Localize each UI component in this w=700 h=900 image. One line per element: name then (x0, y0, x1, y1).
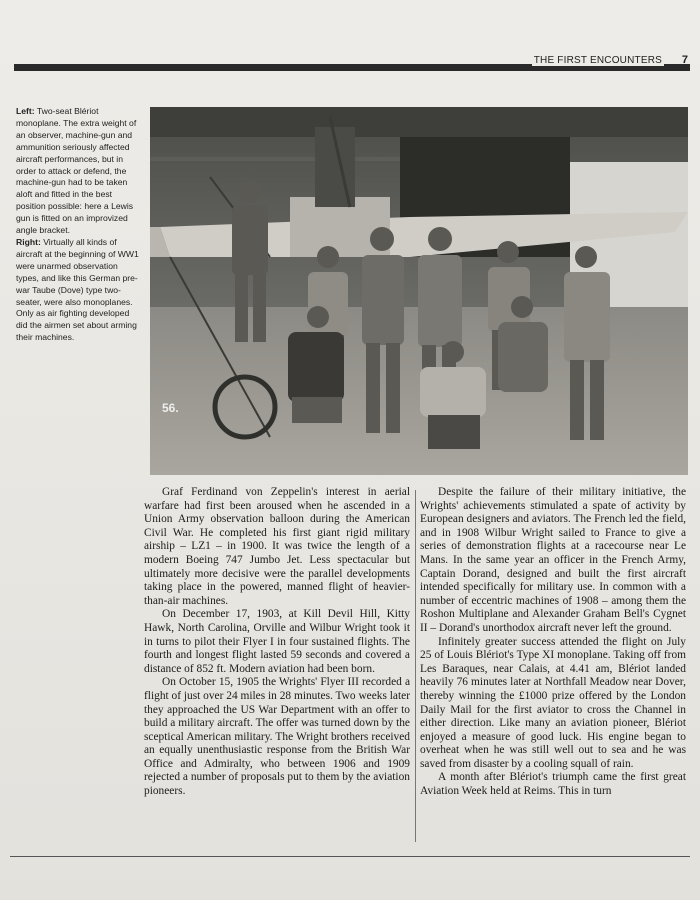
article-right-column (420, 486, 686, 799)
photo-illustration (150, 107, 688, 475)
paragraph: On December 17, 1903, at Kill Devil Hill, Kitty Hawk, North Carolina, Orville and Wilbur Wright took it in turns to pilot their Flyer I in four sustained flights. The fourth and longest flight lasted 59 seconds and covered a distance of 852 ft. Modern aviation had been born. (144, 608, 410, 675)
footer-rule (10, 856, 690, 857)
caption-right-text: Virtually all kinds of aircraft at the beginning of WW1 were unarmed observation types, and like this German pre-war Taube (Dove) type two-seater, were also monoplanes. Only as air fighting developed did the airmen set about arming their machines. (16, 236, 139, 343)
caption-left-label: Left: (16, 106, 35, 116)
caption-left-text: Two-seat Blériot monoplane. The extra weight of an observer, machine-gun and ammunition seriously affected aircraft performances, but in order to attack or defend, the machine-gun had to be taken aloft and fitted in the best position possible: here a Lewis gun is fitted on an improvized angle bracket. (16, 106, 137, 236)
paragraph: On October 15, 1905 the Wrights' Flyer III recorded a flight of just over 24 miles in 28 minutes. Two weeks later they approached the US War Department with an offer to build a military aircraft. The offer was turned down by the sceptical American military. The Wright brothers received an equally unenthusiastic response from the British War Office and Admiralty, who between 1906 and 1909 rejected a number of proposals put to them by the aviation pioneers. (144, 676, 410, 798)
paragraph: Infinitely greater success attended the flight on July 25 of Louis Blériot's Type XI monoplane. Taking off from Les Baraques, near Calais, at 4.41 am, Blériot landed heavily 76 minutes later at Northfall Meadow near Dover, thereby winning the £1000 prize offered by the London Daily Mail for the first aviator to cross the Channel in either direction. Like many an aviation pioneer, Blériot enjoyed a measure of good luck. His engine began to overheat when he was still well out to sea and he was saved from disaster by a cooling squall of rain. (420, 635, 686, 770)
photo-caption (16, 106, 140, 344)
photo-negative-number: 56. (162, 401, 179, 415)
paragraph: Despite the failure of their military initiative, the Wrights' achievements stimulated a spate of activity by European designers and aviators. The French led the field, and in 1908 Wilbur Wright sailed to France to give a series of demonstration flights at a racecourse near Le Mans. In the same year an officer in the French Army, Captain Dorand, designed and built the first aircraft intended specifically for military use. In common with a number of eccentric machines of 1908 – among them the Roshon Multiplane and Alexander Graham Bell's Cygnet II – Dorand's unorthodox aircraft never left the ground. (420, 486, 686, 634)
group-photo-aviators-with-taube (150, 107, 688, 475)
article-body (144, 486, 690, 848)
caption-right-label: Right: (16, 236, 41, 247)
column-divider (415, 490, 416, 842)
paragraph: Graf Ferdinand von Zeppelin's interest in aerial warfare had first been aroused when he ascended in a Union Army observation balloon during the American Civil War. He completed his first giant rigid military airship – LZ1 – in 1900. It was twice the length of a modern Boeing 747 Jumbo Jet. Less spectacular but ultimately more decisive were the parallel developments taking place in the powered, manned flight of heavier-than-air machines. (144, 486, 410, 607)
section-title: THE FIRST ENCOUNTERS (533, 55, 662, 66)
page-number: 7 (681, 54, 688, 66)
article-left-column (144, 486, 410, 799)
paragraph: A month after Blériot's triumph came the first great Aviation Week held at Reims. This in turn (420, 771, 686, 798)
